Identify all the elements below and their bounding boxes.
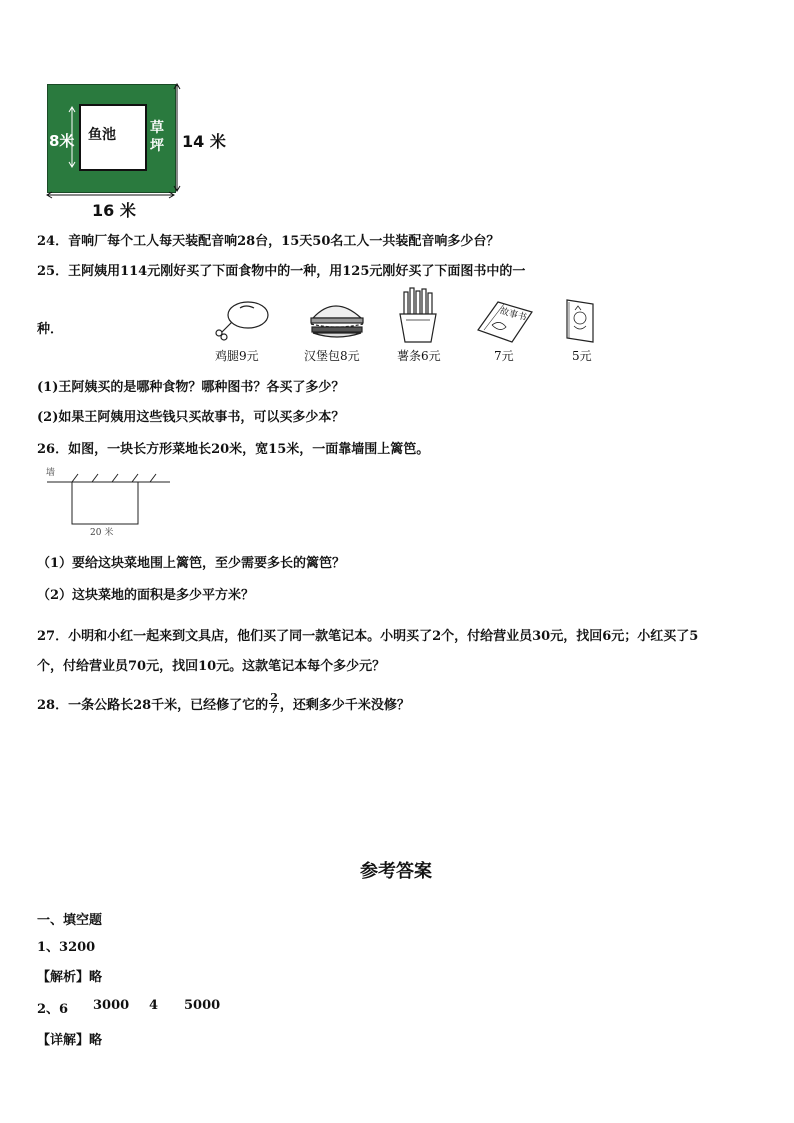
wall-label: 墙	[46, 468, 56, 478]
answers-title: 参考答案	[360, 861, 432, 882]
lawn-side-bottom-label: 16 米	[92, 201, 136, 220]
question-28-text-after: ，还剩多少千米没修？	[279, 698, 410, 713]
item-label-storybook: 7元	[494, 349, 514, 363]
storybook-title: 故事书	[498, 306, 528, 324]
answer-2-value-2: 4	[149, 998, 159, 1013]
item-label-chicken: 鸡腿9元	[215, 349, 259, 363]
answer-1: 1、3200	[37, 940, 96, 955]
question-25-sub-2: (2)如果王阿姨用这些钱只买故事书，可以买多少本？	[37, 410, 345, 425]
pond-label: 鱼池	[88, 127, 116, 143]
question-27-line-2: 个，付给营业员70元，找回10元。这款笔记本每个多少元？	[37, 659, 386, 674]
item-label-hamburger: 汉堡包8元	[304, 349, 360, 363]
question-26-sub-1: （1）要给这块菜地围上篱笆，至少需要多长的篱笆？	[37, 556, 346, 571]
lawn-label-2: 坪	[150, 138, 164, 154]
fraction-denominator: 7	[270, 703, 278, 716]
answer-2-label: 2、6	[37, 1002, 69, 1017]
fraction-numerator: 2	[270, 691, 278, 704]
question-26: 26．如图，一块长方形菜地长20米，宽15米，一面靠墙围上篱笆。	[37, 442, 430, 457]
item-label-picture-book: 5元	[572, 349, 592, 363]
question-25-sub-1: (1)王阿姨买的是哪种食物？哪种图书？各买了多少？	[37, 380, 345, 395]
item-label-fries: 薯条6元	[397, 349, 441, 363]
question-26-sub-2: （2）这块菜地的面积是多少平方米？	[37, 588, 255, 603]
answers-section-1: 一、填空题	[37, 913, 103, 928]
question-28-text-before: 28．一条公路长28千米，已经修了它的	[37, 698, 269, 713]
question-28	[37, 692, 410, 715]
answer-2-note: 【详解】略	[37, 1033, 103, 1048]
answer-1-note: 【解析】略	[37, 970, 103, 985]
question-25-line-1: 25．王阿姨用114元刚好买了下面食物中的一种，用125元刚好买了下面图书中的一	[37, 264, 526, 279]
lawn-side-right-label: 14 米	[182, 132, 226, 151]
pond-side-left-label: 8米	[49, 132, 75, 150]
answer-2-value-3: 5000	[184, 998, 221, 1013]
fraction	[269, 692, 279, 715]
question-24: 24．音响厂每个工人每天装配音响28台，15天50名工人一共装配音响多少台？	[37, 234, 500, 249]
plot-length-label: 20 米	[90, 528, 114, 538]
question-27-line-1: 27．小明和小红一起来到文具店，他们买了同一款笔记本。小明买了2个，付给营业员30元，找回6元；小红买了5	[37, 629, 699, 644]
vegetable-plot-figure	[0, 0, 794, 540]
answer-2-value-1: 3000	[93, 998, 130, 1013]
lawn-label-1: 草	[150, 120, 164, 136]
question-25-line-2: 种．	[37, 322, 64, 337]
